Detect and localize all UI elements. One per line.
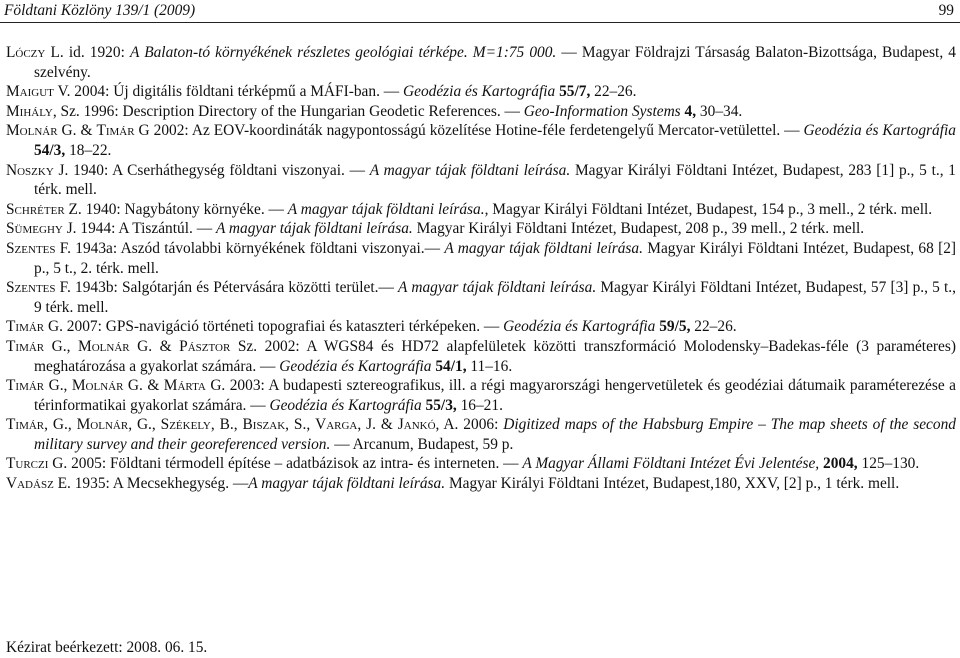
source-title: A magyar tájak földtani leírása. (215, 220, 413, 238)
reference-text: , Magyar Királyi Földtani Intézet, Budapest, 154 p., 3 mell., 2 térk. mell. (484, 200, 933, 218)
source-title: Geo-Information Systems (523, 102, 681, 120)
source-title: Geodézia és Kartográfia (803, 122, 956, 140)
author-name: Sümeghy (6, 220, 63, 238)
reference-text: G. & (129, 337, 180, 355)
reference-entry (6, 43, 956, 82)
reference-text: — Arcanum, Budapest, 59 p. (330, 435, 514, 453)
reference-text: 18–22. (65, 141, 112, 159)
reference-text: Sz. 2002: A WGS84 és HD72 alapfelületek közötti transzformáció Molodensky–Badekas-féle (3 paraméteres) meghatározása a gyakorlat számára. — (34, 337, 956, 375)
reference-text: Magyar Királyi Földtani Intézet, Budapest, 283 [1] p., 5 t., 1 térk. mell. (34, 161, 956, 199)
reference-text: Magyar Királyi Földtani Intézet, Budapest,180, XXV, [2] p., 1 térk. mell. (445, 475, 900, 493)
reference-text: J. 1944: A Tiszántúl. — (62, 220, 216, 238)
reference-entry (6, 376, 956, 415)
reference-text: 22–26. (690, 318, 737, 336)
author-name: Márta (163, 377, 206, 395)
reference-text: J. 1940: A Cserháthegység földtani viszonyai. — (53, 161, 370, 179)
source-title: A magyar tájak földtani leírása. (248, 475, 446, 493)
source-title: A magyar tájak földtani leírása. (287, 200, 485, 218)
reference-text: , J. & (357, 416, 398, 434)
author-name: Noszky (6, 161, 54, 179)
volume: 55/3, (425, 396, 457, 414)
author-name: Szentes (6, 239, 56, 257)
reference-entry (6, 415, 956, 454)
reference-text: 22–26. (590, 83, 637, 101)
author-name: Timár (6, 377, 45, 395)
author-name: Turczi (6, 455, 49, 473)
source-title: A magyar tájak földtani leírása. (444, 239, 643, 257)
reference-text: F. 1943a: Aszód távolabbi környékének földtani viszonyai.— (55, 239, 445, 257)
source-title: A Magyar Állami Földtani Intézet Évi Jelentése, (522, 455, 820, 473)
reference-text: G. & (123, 377, 164, 395)
reference-text: Magyar Királyi Földtani Intézet, Budapest, 208 p., 39 mell., 2 térk. mell. (412, 220, 865, 238)
reference-entry (6, 161, 956, 200)
reference-text: L. id. 1920: (45, 44, 130, 61)
source-title: A magyar tájak földtani leírása. (398, 279, 597, 297)
reference-entry (6, 200, 956, 220)
author-name: Molnár (71, 377, 124, 395)
volume: 2004, (823, 455, 858, 473)
volume: 55/7, (559, 83, 591, 101)
page-number: 99 (938, 2, 954, 19)
reference-entry (6, 102, 956, 122)
reference-text: 30–34. (696, 102, 743, 120)
reference-text: Z. 1940: Nagybátony környéke. — (64, 200, 288, 218)
reference-list (6, 43, 956, 494)
reference-text: Magyar Királyi Földtani Intézet, Budapest, 57 [3] p., 5 t., 9 térk. mell. (34, 279, 956, 316)
source-title: Geodézia és Kartográfia (503, 318, 656, 336)
author-name: Timár (6, 337, 45, 355)
reference-text: G. 2007: GPS-navigáció történeti topografiai és kataszteri térképeken. — (44, 318, 504, 336)
source-title: Geodézia és Kartográfia (269, 396, 422, 414)
reference-text: , Sz. 1996: Description Directory of the Hungarian Geodetic References. — (52, 102, 524, 120)
reference-entry (6, 317, 956, 337)
journal-title: Földtani Közlöny 139/1 (2009) (4, 2, 196, 19)
reference-entry (6, 239, 956, 278)
reference-text: 16–21. (456, 396, 503, 414)
reference-entry (6, 82, 956, 102)
author-name: Timár (96, 122, 135, 140)
reference-text: , G., (44, 416, 77, 434)
reference-text: G 2002: Az EOV-koordináták nagypontosságú közelítése Hotine-féle ferdetengelyű Mercator-vetülettel. — (134, 122, 804, 140)
reference-text: V. 2004: Új digitális földtani térképmű a MÁFI-ban. — (53, 83, 404, 101)
reference-entry (6, 337, 956, 376)
author-name: Molnár (78, 337, 130, 355)
author-name: Varga (315, 416, 358, 434)
author-name: Timár (6, 318, 45, 336)
volume: 4, (684, 102, 697, 120)
author-name: Szentes (6, 279, 56, 297)
reference-text: Magyar Királyi Földtani Intézet, Budapest, 68 [2] p., 5 t., 2. térk. mell. (34, 239, 957, 277)
received-date: Kézirat beérkezett: 2008. 06. 15. (6, 639, 208, 656)
author-name: Molnár (6, 122, 58, 140)
author-name: Lóczy (6, 44, 46, 61)
author-name: Jankó (397, 416, 436, 434)
reference-text: , B., (210, 416, 243, 434)
volume: 54/3, (34, 141, 66, 159)
reference-entry (6, 219, 956, 239)
source-title: Digitized maps of the Habsburg Empire – The map sheets of the second military survey and their georeferenced version. (34, 416, 956, 453)
reference-entry (6, 474, 956, 494)
volume: 54/1, (435, 357, 467, 375)
reference-entry (6, 121, 956, 160)
reference-text: G., (44, 377, 72, 395)
reference-text: G. 2005: Földtani térmodell építése – adatbázisok az intra- és interneten. — (48, 455, 523, 473)
running-header (0, 0, 960, 23)
reference-text: , S., (285, 416, 316, 434)
author-name: Pásztor (179, 337, 231, 355)
source-title: Geodézia és Kartográfia (403, 83, 556, 101)
reference-text: 125–130. (857, 455, 920, 473)
author-name: Mihály (6, 102, 53, 120)
reference-text: , A. 2006: (435, 416, 504, 434)
author-name: Molnár (76, 416, 129, 434)
author-name: Székely (160, 416, 211, 434)
reference-entry (6, 454, 956, 474)
reference-text: 11–16. (466, 357, 513, 375)
source-title: Geodézia és Kartográfia (279, 357, 432, 375)
author-name: Timár (6, 416, 45, 434)
reference-text: , G., (128, 416, 161, 434)
reference-text: E. 1935: A Mecsekhegység. — (53, 475, 249, 493)
author-name: Biszak (242, 416, 286, 434)
author-name: Maigut (6, 83, 54, 101)
source-title: A Balaton-tó környékének részletes geológiai térképe. M=1:75 000. (129, 44, 557, 61)
reference-text: G. 2003: A budapesti sztereografikus, ill. a régi magyarországi hengervetületek és geodéziai dátumaik paraméterezése a térinformatikai gyakorlat számára. — (34, 377, 956, 414)
author-name: Schréter (6, 200, 65, 218)
reference-text: — Magyar Földrajzi Társaság Balaton-Bizottsága, Budapest, 4 szelvény. (34, 44, 956, 81)
source-title: A magyar tájak földtani leírása. (369, 161, 571, 179)
reference-text: G. & (57, 122, 97, 140)
author-name: Vadász (6, 475, 54, 493)
volume: 59/5, (659, 318, 691, 336)
reference-text: G., (44, 337, 79, 355)
reference-entry (6, 278, 956, 317)
reference-text: F. 1943b: Salgótarján és Pétervására közötti terület.— (55, 279, 399, 297)
